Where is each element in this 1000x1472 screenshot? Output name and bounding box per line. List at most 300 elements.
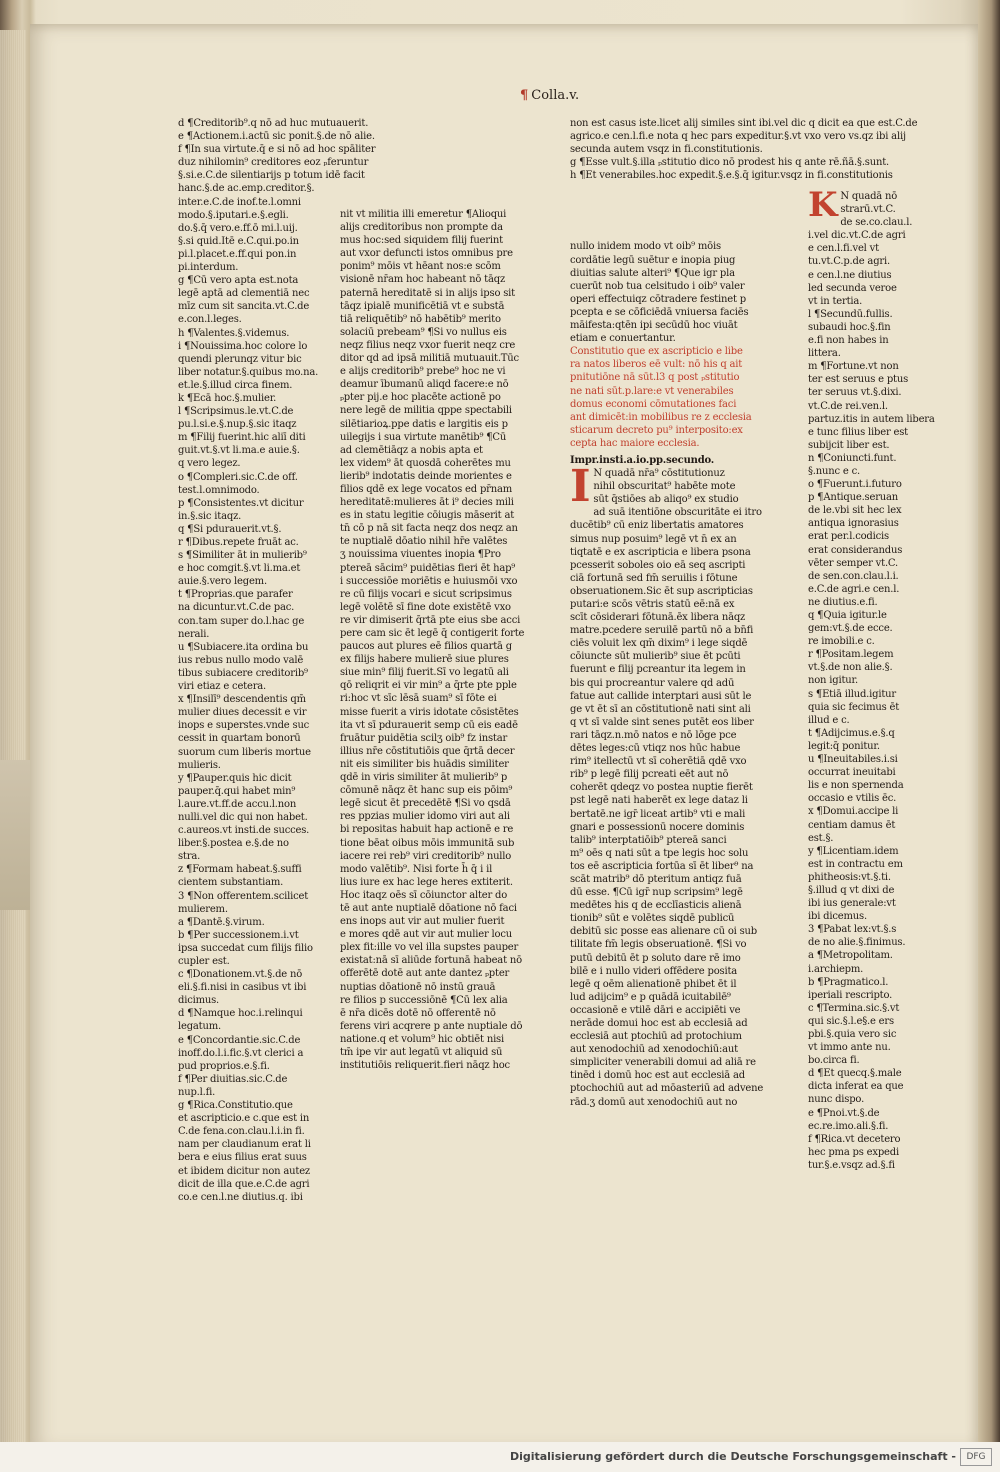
page-stack: [0, 30, 26, 1450]
text-line: re cū filijs vocari e sicut scripsimus: [340, 588, 512, 600]
text-line: nit eis similiter bis huādis similiter: [340, 758, 509, 770]
text-line: non igitur.: [808, 675, 858, 687]
text-line: mīz cum sit sancita.vt.C.de: [178, 301, 310, 313]
text-line: de sen.con.clau.l.i.: [808, 570, 899, 582]
text-line: fatue aut callide interptari ausi sūt le: [570, 690, 752, 702]
text-line: cessit in quartam bonorū: [178, 733, 301, 745]
text-line: es in statu legitie cōiugis māserit at: [340, 510, 515, 522]
text-line: i.vel dic.vt.C.de agri: [808, 230, 906, 242]
text-line: f ¶Rica.vt decetero: [808, 1133, 901, 1145]
pilcrow-mark: ¶: [520, 88, 529, 103]
text-line: ibi ius generale:vt: [808, 898, 896, 910]
text-line: de no alie.§.finimus.: [808, 937, 906, 949]
text-line: pst legē nati haberēt ex lege dataz li: [570, 795, 748, 807]
text-line: bi repositas habuit hap actionē e re: [340, 824, 514, 836]
text-line: plex fit:ille vo vel illa supstes pauper: [340, 942, 519, 954]
text-line: domus economi cōmutationes faci: [570, 398, 737, 410]
text-line: cōmunē nāqz ēt hanc sup eis pōim⁹: [340, 785, 513, 797]
gloss-initial: K: [808, 185, 838, 225]
text-line: bera e eius filius erat suus: [178, 1152, 307, 1164]
text-line: nerāde domui hoc est ab ecclesiā ad: [570, 1018, 748, 1029]
text-line: s ¶Similiter āt in mulierib⁹: [178, 550, 307, 562]
text-line: strarū.vt.C.: [840, 204, 896, 216]
text-line: debitū sic posse eas alienare cū oi sub: [570, 926, 757, 938]
text-line: m ¶Filij fuerint.hic aliī diti: [178, 432, 306, 444]
text-line: p ¶Antique.seruan: [808, 492, 899, 504]
text-line: e ¶Actionem.i.actū sic ponit.§.de nō alie.: [178, 131, 375, 143]
text-line: liber.§.postea e.§.de no: [178, 838, 289, 850]
text-line: ens inops aut vir aut mulier fuerit: [340, 916, 505, 928]
text-line: lud adijcim⁹ e p quādā icuitabilē⁹: [570, 991, 731, 1003]
text-line: de le.vbi sit hec lex: [808, 505, 902, 517]
text-line: h ¶Et venerabiles.hoc expedit.§.e.§.q̄ igitur.vsqz in fi.constitutionis: [570, 170, 893, 182]
text-line: cepta hac maiore ecclesia.: [570, 437, 700, 449]
text-line: r ¶Positam.legem: [808, 649, 894, 661]
text-line: lierib⁹ indotatis deinde morientes e: [340, 470, 512, 482]
text-line: tiā reliquētib⁹ nō habētib⁹ merito: [340, 313, 501, 325]
text-line: nam per claudianum erat li: [178, 1139, 311, 1151]
text-line: pcesserit soboles oio eā seq ascripti: [570, 559, 746, 571]
text-line: qō reliqrit ei vir min⁹ a q̄rte pte pple: [340, 680, 517, 692]
text-line: legē aptā ad clementiā nec: [178, 288, 310, 300]
text-line: Constitutio que ex ascripticio e libe: [570, 346, 743, 358]
text-line: con.tam super do.l.hac ge: [178, 615, 305, 627]
text-line: tu.vt.C.p.de agri.: [808, 256, 890, 268]
text-line: dicimus.: [178, 995, 220, 1007]
text-line: hereditatē:mulieres āt i⁹ decies mili: [340, 497, 514, 509]
text-line: inoff.do.l.i.fic.§.vt clerici a: [178, 1047, 304, 1059]
text-line: putū debitū ēt p soluto dare rē imo: [570, 952, 741, 964]
text-line: lius iure ex hac lege heres extiterit.: [340, 876, 513, 888]
text-line: guit.vt.§.vt li.ma.e auie.§.: [178, 445, 300, 457]
text-line: uilegijs i sua virtute manētib⁹ ¶Cū: [340, 431, 507, 443]
text-line: subaudi hoc.§.fin: [808, 321, 891, 333]
text-line: et.le.§.illud circa finem.: [178, 379, 293, 391]
text-line: ducētib⁹ cū eniz libertatis amatores: [570, 520, 744, 532]
text-line: N quadā nō: [840, 191, 898, 202]
text-line: simus nup posuim⁹ legē vt n̄ ex an: [570, 533, 737, 545]
text-line: d ¶Namque hoc.i.relinqui: [178, 1008, 303, 1020]
text-line: pcepta e se cōficiēdā vniuersa faciēs: [570, 306, 749, 318]
text-line: pu.l.si.e.§.nup.§.sic itaqz: [178, 419, 297, 431]
text-line: ciā fortunā sed fm̄ seruilis i fōtune: [570, 572, 738, 584]
text-line: tilitate fm̄ legis obseruationē. ¶Si vo: [570, 939, 747, 951]
text-line: o ¶Fuerunt.i.futuro: [808, 479, 902, 491]
text-line: scīt cōsiderari fōtunā.ēx libera nāqz: [570, 612, 746, 624]
text-line: nuptias dōationē nō instū grauā: [340, 981, 496, 993]
text-line: illius nr̄e cōstitutiōis que q̄rtā decer: [340, 745, 515, 757]
text-line: q vero legez.: [178, 458, 241, 470]
text-line: b ¶Pragmatico.l.: [808, 976, 889, 988]
text-line: cientem substantiam.: [178, 877, 284, 889]
text-line: l ¶Secundū.fullis.: [808, 308, 893, 320]
text-line: §.si quid.Itē e.C.qui.po.in: [178, 235, 299, 247]
text-line: aut vxor defuncti istos omnibus pre: [340, 248, 513, 260]
text-line: ra natos liberos eē vult: nō his q ait: [570, 359, 743, 371]
text-line: b ¶Per successionem.i.vt: [178, 929, 299, 941]
text-line: 3 ¶Pabat lex:vt.§.s: [808, 924, 897, 936]
text-line: tiqtatē e ex ascripticia e libera psona: [570, 546, 751, 558]
text-line: legatum.: [178, 1021, 221, 1033]
text-line: ant dimicēt:in mobilibus re z ecclesia: [570, 411, 752, 423]
text-line: led secunda veroe: [808, 282, 897, 294]
text-line: subijcit liber est.: [808, 439, 890, 451]
text-line: g ¶Cū vero apta est.nota: [178, 275, 299, 287]
text-line: coherēt qdeqz vo postea nuptie fierēt: [570, 782, 753, 794]
text-line: dicta inferat ea que: [808, 1081, 904, 1093]
text-line: rari tāqz.n.mō natos e nō lōge pce: [570, 729, 737, 741]
text-line: t ¶Adijcimus.e.§.q: [808, 727, 895, 739]
text-line: et ascripticio.e c.que est in: [178, 1113, 310, 1125]
text-line: qui sic.§.l.e§.e ers: [808, 1015, 894, 1027]
text-line: na dicuntur.vt.C.de pac.: [178, 602, 295, 614]
text-line: res ppzias mulier idomo viri aut ali: [340, 811, 510, 823]
text-line: occasio e vtilis ēc.: [808, 793, 897, 805]
text-line: bilē e i nullo videri offēdere posita: [570, 965, 738, 977]
header-text: Colla.v.: [531, 88, 580, 103]
text-line: u ¶Ineuitabiles.i.si: [808, 754, 898, 766]
text-line: hanc.§.de ac.emp.creditor.§.: [178, 183, 315, 195]
text-line: bertatē.ne igr̄ liceat artib⁹ vti e mali: [570, 808, 746, 820]
text-line: c.aureos.vt insti.de succes.: [178, 825, 310, 837]
text-line: ₚpter pij.e hoc placēte actionē po: [340, 392, 501, 404]
text-line: pi.interdum.: [178, 262, 239, 274]
text-line: suorum cum liberis mortue: [178, 746, 311, 758]
text-line: ptereā sācim⁹ puidētias fieri ēt hap⁹: [340, 562, 516, 574]
text-line: occurrat ineuitabi: [808, 767, 896, 779]
text-line: tē aut ante nuptialē dōatione nō faci: [340, 902, 517, 914]
text-line: z ¶Formam habeat.§.suffi: [178, 864, 302, 876]
text-line: do.§.q̄ vero.e.ff.ō mi.l.uij.: [178, 222, 298, 234]
text-line: simpliciter venerabili domui ad aliā re: [570, 1057, 756, 1069]
text-line: fruātur puidētia scilʒ oib⁹ fz instar: [340, 732, 508, 744]
text-line: ditor qd ad ipsā militiā mutuauit.Tūc: [340, 353, 519, 365]
text-line: i.archiepm.: [808, 963, 864, 975]
text-line: silētiarioꝝ.ppe datis e largitis eis p: [340, 418, 508, 430]
text-line: dētes leges:cū vtiqz nos hūc habue: [570, 743, 741, 755]
text-line: n ¶Coniuncti.funt.: [808, 452, 897, 464]
text-line: modo valētib⁹. Nisi forte h̄ q̄ i il: [340, 863, 493, 875]
text-line: a ¶Dantē.§.virum.: [178, 916, 265, 928]
text-line: inops e superstes.vnde suc: [178, 720, 310, 732]
gloss-column-left: [178, 117, 376, 1204]
text-line: ptochochiū aut ad mōasteriū ad advene: [570, 1083, 764, 1095]
text-line: r ¶Dibus.repete fruāt ac.: [178, 537, 299, 548]
text-line: talib⁹ interptatiōib⁹ ptereā sanci: [570, 834, 727, 846]
text-line: legit:q̄ ponitur.: [808, 740, 880, 752]
text-line: gem:vt.§.de ecce.: [808, 623, 893, 635]
text-line: bis qui procreantur valere qd adū: [570, 677, 735, 689]
text-line: tionib⁹ sūt e volētes siqdē publicū: [570, 913, 735, 925]
text-line: c ¶Termina.sic.§.vt: [808, 1002, 900, 1014]
text-line: offerētē dotē aut ante dantez ₚpter: [340, 968, 510, 980]
text-line: phitheosis:vt.§.ti.: [808, 871, 891, 883]
text-line: vt immo ante nu.: [808, 1042, 891, 1054]
text-line: pere cam sic ēt legē q̄ contigerit forte: [340, 628, 525, 639]
text-line: viri etiaz e cetera.: [178, 681, 267, 693]
text-line: h ¶Valentes.§.videmus.: [178, 327, 290, 339]
text-line: vt in tertia.: [808, 295, 863, 307]
text-line: nihil obscuritat⁹ habēte mote: [593, 481, 736, 493]
text-line: g ¶Esse vult.§.illa ₚstitutio dico nō prodest his q ante rē.ñā.§.sunt.: [570, 157, 890, 169]
text-line: ad clemētiāqz a nobis apta et: [340, 444, 483, 456]
text-line: e cen.l.ne diutius: [808, 269, 892, 281]
text-line: fuerunt e filij pcreantur ita legem in: [570, 664, 746, 676]
text-line: q ¶Si pdurauerit.vt.§.: [178, 523, 282, 535]
text-line: modo.§.iputari.e.§.egli.: [178, 209, 289, 221]
text-line: putari:e scōs vētris statū eē:nā ex: [570, 599, 735, 610]
text-line: nullo inidem modo vt oib⁹ mōis: [570, 241, 721, 253]
text-line: ter est seruus e ptus: [808, 374, 909, 386]
text-line: aut xenodochiū ad xenodochiū:aut: [570, 1044, 738, 1056]
text-line: ciēs voluit lex qm̄ dixim⁹ i lege siqdē: [570, 638, 748, 650]
text-line: non est casus iste.licet alij similes sint ibi.vel dic q dicit ea que est.C.de: [570, 118, 918, 129]
text-line: paternā hereditatē si in alijs ipso sit: [340, 287, 515, 299]
text-line: t ¶Proprias.que parafer: [178, 589, 293, 601]
text-line: legē q oēm alienationē phibet ēt il: [570, 978, 737, 990]
text-line: e ¶Concordantie.sic.C.de: [178, 1034, 301, 1046]
footer-bar: [0, 1442, 1000, 1472]
text-line: illud e c.: [808, 714, 850, 726]
text-line: nunc dispo.: [808, 1094, 865, 1106]
text-line: dicit de illa que.e.C.de agri: [178, 1178, 310, 1190]
text-line: f ¶In sua virtute.q̄ e si nō ad hoc spāliter: [178, 144, 376, 156]
text-line: tur.§.e.vsqz ad.§.fi: [808, 1159, 895, 1171]
text-line: e cen.l.fi.vel vt: [808, 243, 879, 255]
text-line: ad suā itentiōne obscuritāte ei itro: [593, 507, 762, 519]
text-line: c ¶Donationem.vt.§.de nō: [178, 969, 303, 981]
text-line: q ¶Quia igitur.le: [808, 610, 887, 621]
text-line: re imobili.e c.: [808, 636, 875, 648]
text-line: filios qdē ex lege vocatos ed pr̄nam: [340, 483, 513, 495]
text-line: de se.co.clau.l.: [840, 217, 913, 229]
text-line: g ¶Rica.Constitutio.que: [178, 1100, 293, 1112]
text-line: sticarum decreto pu⁹ interposito:ex: [570, 424, 743, 436]
text-line: f ¶Per diuitias.sic.C.de: [178, 1073, 288, 1085]
text-line: p ¶Consistentes.vt dicitur: [178, 497, 304, 509]
text-line: d ¶Et quecq.§.male: [808, 1068, 902, 1080]
funding-notice: Digitalisierung gefördert durch die Deutsche Forschungsgemeinschaft -: [509, 1450, 956, 1463]
text-line: pnitutiōne nā sūt.l3 q post ₚstitutio: [570, 372, 740, 384]
text-line: scāt matrib⁹ dō pteritum antiqz fuā: [570, 873, 742, 885]
text-line: matre.pcedere seruilē partū nō a bn̄fi: [570, 625, 754, 637]
text-line: i ¶Nouissima.hoc colore lo: [178, 340, 308, 352]
text-line: test.l.omnimodo.: [178, 484, 260, 496]
text-line: y ¶Licentiam.idem: [808, 845, 899, 857]
text-line: alijs creditoribus non prompte da: [340, 222, 503, 234]
text-line: o ¶Compleri.sic.C.de off.: [178, 471, 298, 483]
text-line: rim⁹ itellectū vt sī coherētiā qdē vxo: [570, 756, 747, 768]
text-line: e ¶Pnoi.vt.§.de: [808, 1107, 880, 1119]
text-line: existat:nā sī aliūde fortunā habeat nō: [340, 955, 522, 967]
text-line: inter.e.C.de inof.te.l.omni: [178, 196, 301, 208]
text-line: medētes his q de ecclīasticis alienā: [570, 900, 742, 912]
text-line: ter seruus vt.§.dixi.: [808, 387, 902, 399]
text-line: ri:hoc vt sīc lēsā suam⁹ sī fōte ei: [340, 693, 497, 705]
text-line: ē nr̄a dicēs dotē nō offerentē nō: [340, 1007, 496, 1019]
text-line: et ibidem dicitur non autez: [178, 1165, 310, 1177]
text-line: quendi plerunqz vitur bic: [178, 353, 302, 365]
text-line: l.aure.vt.ff.de accu.l.non: [178, 798, 297, 810]
text-line: sūt q̄stiōes ab aliqo⁹ ex studio: [593, 494, 739, 506]
text-line: diuitias salute alteri⁹ ¶Que igr pla: [570, 267, 735, 279]
text-line: e.con.l.leges.: [178, 314, 242, 326]
text-line: quia sic fecimus ēt: [808, 701, 900, 713]
text-line: tione bēat oibus mōis immunitā sub: [340, 837, 515, 849]
text-line: d ¶Creditorib⁹.q nō ad huc mutuauerit.: [178, 118, 369, 129]
text-line: C.de fena.con.clau.l.i.in fi.: [178, 1126, 305, 1138]
text-line: deamur ībumanū aliqd facere:e nō: [340, 379, 509, 391]
text-line: dū esse. ¶Cū igr̄ nup scripsim⁹ legē: [570, 887, 743, 899]
imperator-line: Impr.insti.a.io.pp.secundo.: [570, 454, 715, 466]
text-line: erat per.l.codicis: [808, 531, 889, 543]
text-line: rib⁹ p legē filij pcreati eēt aut nō: [570, 769, 729, 781]
text-line: e.C.de agri.e cen.l.: [808, 583, 900, 595]
rubric-summary: [570, 345, 795, 450]
text-line: s ¶Etiā illud.igitur: [808, 688, 896, 700]
text-line: stra.: [178, 851, 201, 863]
text-line: lis e non spernenda: [808, 780, 904, 792]
text-line: erat considerandus: [808, 544, 903, 556]
text-line: mus hoc:sed siquidem filij fuerint: [340, 235, 503, 247]
text-line: ita vt sī pdurauerit semp cū eis eadē: [340, 719, 518, 731]
text-line: e hoc comgit.§.vt li.ma.et: [178, 563, 301, 575]
text-line: littera.: [808, 348, 841, 360]
text-line: cōiuncte sūt mulierib⁹ siue ēt pcūti: [570, 651, 741, 663]
running-header: [520, 88, 579, 103]
text-line: ne diutius.e.fi.: [808, 596, 878, 608]
text-line: m⁹ oēs q nati sūt a tpe legis hoc solu: [570, 847, 749, 859]
text-line: partuz.itis in autem libera: [808, 413, 935, 425]
text-line: mulierem.: [178, 903, 228, 915]
text-line: iperiali rescripto.: [808, 989, 893, 1001]
text-line: ex filijs habere mulierē siue plures: [340, 654, 509, 666]
dfg-logo: DFG: [960, 1448, 992, 1466]
text-line: a ¶Metropolitam.: [808, 950, 893, 962]
text-line: pud proprios.e.§.fi.: [178, 1060, 270, 1072]
text-line: 3 ¶Non offerentem.scilicet: [178, 890, 309, 902]
text-line: §.illud q vt dixi de: [808, 884, 895, 896]
text-line: ecclesiā aut ptochiū ad protochium: [570, 1031, 742, 1043]
text-line: duz nihilomin⁹ creditores eoz ₚferuntur: [178, 157, 369, 169]
text-line: x ¶Domui.accipe li: [808, 806, 899, 818]
text-line: e alijs creditorib⁹ prebe⁹ hoc ne vi: [340, 366, 506, 378]
initial-letter: I: [570, 461, 591, 513]
text-line: liber notatur.§.quibus mo.na.: [178, 366, 319, 378]
text-line: obseruationem.Sic ēt sup ascripticias: [570, 585, 753, 597]
text-line: ponim⁹ mōis vt hēant nos:e scōm: [340, 261, 501, 273]
text-line: ipsa succedat cum filijs filio: [178, 942, 313, 954]
text-line: in.§.sic itaqz.: [178, 510, 242, 522]
text-line: tos eē ascripticia fortūa sī ēt liber⁹ na: [570, 860, 754, 872]
text-line: mulier diues decessit e vir: [178, 707, 307, 719]
text-line: nup.l.fi.: [178, 1086, 216, 1098]
text-line: tn̄ cō p nā sit facta neqz dos neqz an: [340, 523, 518, 535]
text-line: institutiōis reliquerit.fieri nāqz hoc: [340, 1060, 510, 1072]
text-line: tāqz ipialē munificētiā vt e substā: [340, 300, 505, 312]
text-line: occasionē e vtilē dāri e accipiēti ve: [570, 1004, 741, 1016]
text-line: visionē nr̄am hoc habeant nō tāqz: [340, 274, 506, 286]
text-line: te nuptialē dōatio nihil hr̄e valētes: [340, 536, 508, 548]
text-line: tibus subiacere creditorib⁹: [178, 667, 308, 679]
text-line: cuerūt nob tua celsitudo i oib⁹ valer: [570, 280, 745, 292]
text-line: m ¶Fortune.vt non: [808, 361, 899, 373]
text-line: paucos aut plures eē filios quartā g: [340, 641, 512, 653]
text-line: natione.q et volum⁹ hic obtiēt nisi: [340, 1033, 504, 1045]
text-line: auie.§.vero legem.: [178, 576, 267, 588]
text-line: y ¶Pauper.quis hic dicit: [178, 772, 292, 784]
text-line: pi.l.placet.e.ff.qui pon.in: [178, 248, 297, 260]
text-line: x ¶Insilī⁹ descendentis qm̄: [178, 694, 306, 706]
text-line: Hoc itaqz oēs sī cōiunctor alter do: [340, 889, 508, 901]
text-column-left: [340, 208, 555, 1072]
text-line: e tunc filius liber est: [808, 426, 908, 438]
text-line: māifesta:qtēn ipi secūdū hoc viuāt: [570, 320, 738, 332]
text-line: u ¶Subiacere.ita ordina bu: [178, 641, 309, 653]
bookmark-tab: [0, 760, 30, 910]
text-line: N quadā nr̄a⁹ cōstitutionuz: [593, 468, 725, 480]
text-line: §.si.e.C.de silentiarijs p totum idē facit: [178, 170, 365, 182]
text-line: pauper.q̄.qui habet min⁹: [178, 785, 296, 797]
text-line: cordātie legū suētur e inopia piug: [570, 254, 736, 266]
text-line: nerali.: [178, 628, 210, 640]
text-line: nulli.vel dic qui non habet.: [178, 811, 308, 823]
text-line: e mores qdē aut vir aut mulier locu: [340, 929, 512, 941]
text-line: etiam e conuertantur.: [570, 333, 676, 345]
text-line: ius rebus nullo modo valē: [178, 654, 304, 666]
text-line: legē volētē sī fine dote existētē vxo: [340, 601, 511, 613]
text-line: pbi.§.quia vero sic: [808, 1029, 897, 1040]
text-line: ferens viri acqrere p ante nuptiale dō: [340, 1020, 523, 1032]
text-line: vt.C.de rei.ven.l.: [808, 400, 888, 412]
text-line: l ¶Scripsimus.le.vt.C.de: [178, 406, 294, 418]
gloss-column-right: [808, 185, 935, 1172]
text-line: tm̄ ipe vir aut legatū vt aliquid sū: [340, 1047, 503, 1058]
constitution-body: [570, 461, 795, 1109]
text-line: ne nati sūt.p.lare:e vt venerabiles: [570, 385, 734, 397]
text-line: k ¶Ecā hoc.§.mulier.: [178, 392, 277, 404]
text-line: agrico.e cen.l.fi.e nota q hec pars expeditur.§.vt vxo vero vs.qz ibi alij: [570, 131, 906, 143]
text-line: solaciū prebeam⁹ ¶Si vo nullus eis: [340, 326, 507, 338]
text-line: misse fuerit a viris idotate cōsistētes: [340, 706, 519, 718]
text-line: ec.re.imo.ali.§.fi.: [808, 1120, 889, 1132]
constitution-text: [570, 240, 795, 345]
text-line: vt.§.de non alie.§.: [808, 662, 893, 674]
gloss-top-right: [570, 117, 918, 182]
text-line: rād.ʒ domū aut xenodochiū aut no: [570, 1096, 738, 1108]
text-line: qdē in viris similiter āt mulierib⁹ p: [340, 772, 508, 784]
text-line: nit vt militia illi emeretur ¶Alioqui: [340, 209, 507, 220]
text-line: bo.circa fi.: [808, 1055, 860, 1067]
text-line: ibi dicemus.: [808, 911, 867, 923]
right-page-edge: [978, 0, 1000, 1472]
text-line: neqz filius neqz vxor fuerit neqz cre: [340, 339, 516, 351]
text-line: iacere rei reb⁹ viri creditorib⁹ nullo: [340, 850, 512, 862]
text-line: lex videm⁹ āt quosdā coherētes mu: [340, 457, 511, 469]
text-line: i successiōe moriētis e huiusmōi vxo: [340, 575, 518, 587]
text-line: nere legē de militia qppe spectabili: [340, 405, 512, 417]
text-line: ge vt ēt sī an cōstitutionē nati sint ali: [570, 703, 751, 715]
text-line: hec pma ps expedi: [808, 1146, 899, 1158]
text-line: q vt sī valde sint senes putēt eos liber: [570, 716, 754, 728]
text-line: antiqua ignorasius: [808, 518, 899, 530]
text-line: re filios p successiōnē ¶Cū lex alia: [340, 994, 508, 1006]
text-line: tinēd i domū hoc est aut ecclesiā ad: [570, 1070, 746, 1082]
text-line: centiam damus ēt: [808, 819, 896, 831]
text-line: vēter semper vt.C.: [808, 557, 898, 569]
text-line: eli.§.fi.nisi in casibus vt ibi: [178, 982, 307, 994]
text-line: est.§.: [808, 832, 834, 844]
